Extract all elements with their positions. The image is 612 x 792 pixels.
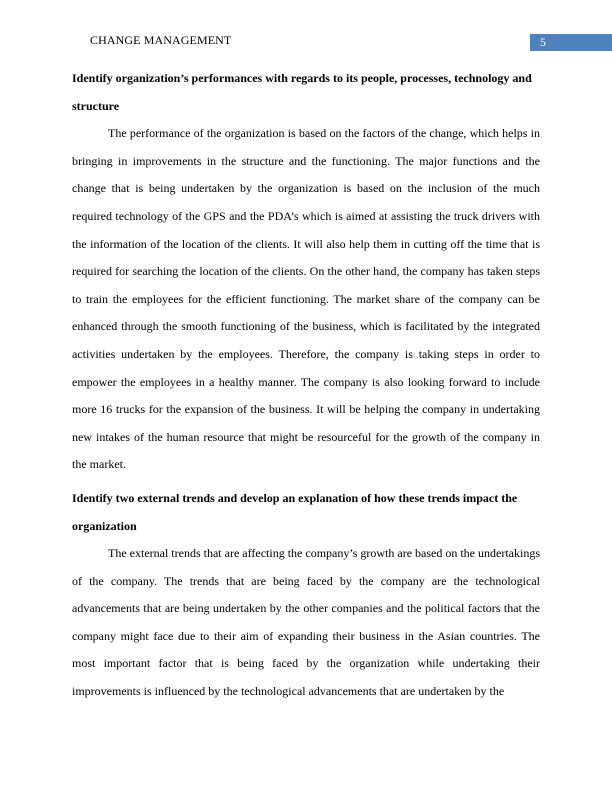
page-number: 5: [530, 34, 612, 51]
section-heading-external-trends: Identify two external trends and develop an explanation of how these trends impact the organization: [72, 490, 518, 533]
document-body: [72, 65, 540, 706]
section-paragraph-external-trends: The external trends that are affecting the company’s growth are based on the undertakings of the company. The trends that are being faced by the company are the technological advancements that are being undertaken by the other companies and the political factors that the company might face due to their aim of expanding their business in the Asian countries. The most important factor that is being faced by the organization while undertaking their improvements is influenced by the technological advancements that are undertaken by the: [72, 546, 540, 699]
section-paragraph-performance: The performance of the organization is based on the factors of the change, which helps in bringing in improvements in the structure and the functioning. The major functions and the change that is being undertaken by the organization is based on the inclusion of the much required technology of the GPS and the PDA’s which is aimed at assisting the truck drivers with the information of the location of the clients. It will also help them in cutting off the time that is required for searching the location of the clients. On the other hand, the company has taken steps to train the employees for the efficient functioning. The market share of the company can be enhanced through the smooth functioning of the business, which is facilitated by the integrated activities undertaken by the employees. Therefore, the company is taking steps in order to empower the employees in a healthy manner. The company is also looking forward to include more 16 trucks for the expansion of the business. It will be helping the company in undertaking new intakes of the human resource that might be resourceful for the growth of the company in the market.: [72, 126, 540, 472]
running-head: CHANGE MANAGEMENT: [90, 33, 232, 47]
section-heading-performance: Identify organization’s performances with regards to its people, processes, technology and structure: [72, 71, 532, 113]
